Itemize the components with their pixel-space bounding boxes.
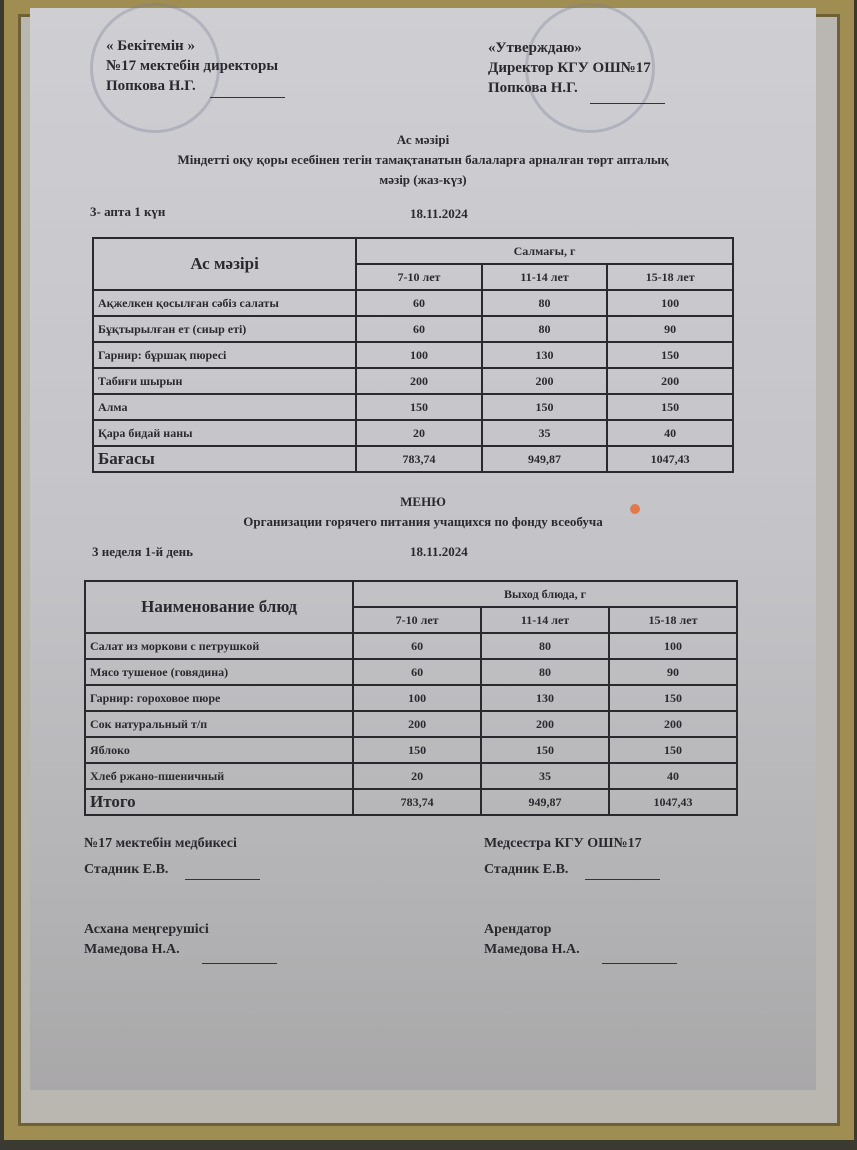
dish-name: Хлеб ржано-пшеничный [85,763,353,789]
cell-value: 20 [356,420,482,446]
age-header: 11-14 лет [482,264,608,290]
light-reflection [630,504,640,514]
dish-name: Сок натуральный т/п [85,711,353,737]
cell-value: 60 [353,659,481,685]
cell-value: 200 [481,711,609,737]
dish-name: Ақжелкен қосылған сәбіз салаты [93,290,356,316]
ru-subtitle: Организации горячего питания учащихся по фонду всеобуча [243,514,603,529]
age-header: 15-18 лет [609,607,737,633]
ru-menu-table [84,580,738,816]
table-row [93,342,733,368]
cell-value: 200 [609,711,737,737]
signature-line [210,80,285,98]
col-group-header: Салмағы, г [356,238,733,264]
total-label: Бағасы [93,446,356,472]
cell-value: 35 [481,763,609,789]
approver-name: Попкова Н.Г. [106,78,196,94]
cell-value: 130 [482,342,608,368]
ru-day: 3 неделя 1-й день [92,544,194,559]
signer-title: Медсестра КГУ ОШ№17 [484,836,642,851]
cell-value: 100 [607,290,733,316]
cook-kz [84,920,209,960]
cell-value: 150 [482,394,608,420]
cell-value: 150 [607,394,733,420]
cell-value: 90 [609,659,737,685]
signer-title: Асхана меңгерушісі [84,922,209,937]
dish-name: Салат из моркови с петрушкой [85,633,353,659]
cell-value: 60 [356,316,482,342]
table-row [85,685,737,711]
signer-title: №17 мектебін медбикесі [84,836,237,851]
document-page [30,8,816,1090]
total-value: 1047,43 [607,446,733,472]
signer-title: Арендатор [484,922,552,937]
dish-name: Мясо тушеное (говядина) [85,659,353,685]
dish-name: Гарнир: гороховое пюре [85,685,353,711]
age-header: 7-10 лет [356,264,482,290]
cell-value: 35 [482,420,608,446]
age-header: 11-14 лет [481,607,609,633]
total-value: 783,74 [353,789,481,815]
cell-value: 150 [609,685,737,711]
age-header: 7-10 лет [353,607,481,633]
cook-ru [484,920,580,960]
table-row [85,633,737,659]
total-label: Итого [85,789,353,815]
total-value: 1047,43 [609,789,737,815]
cell-value: 40 [607,420,733,446]
table-row [93,394,733,420]
table-row [85,763,737,789]
age-header: 15-18 лет [607,264,733,290]
approval-label: «Утверждаю» [488,40,582,56]
cell-value: 80 [482,316,608,342]
cell-value: 60 [353,633,481,659]
kz-menu-table [92,237,734,473]
kz-subtitle: Міндетті оқу қоры есебінен тегін тамақтанатын балаларға арналған төрт апталық [177,152,669,167]
kz-date: 18.11.2024 [410,206,468,221]
cell-value: 200 [482,368,608,394]
header-row [93,238,733,264]
cell-value: 150 [609,737,737,763]
signature-line [585,862,660,880]
signer-name: Мамедова Н.А. [484,942,580,957]
dish-name: Гарнир: бұршақ пюресі [93,342,356,368]
signature-line [590,86,665,104]
approver-title: №17 мектебін директоры [106,58,279,74]
cell-value: 200 [607,368,733,394]
dish-name: Табиғи шырын [93,368,356,394]
signature-line [202,946,277,964]
table-row [93,316,733,342]
cell-value: 130 [481,685,609,711]
cell-value: 150 [353,737,481,763]
table-row [93,420,733,446]
kz-day: 3- апта 1 күн [90,204,166,219]
total-row [85,789,737,815]
signer-name: Стадник Е.В. [484,862,569,877]
table-row [85,711,737,737]
approver-name: Попкова Н.Г. [488,80,578,96]
table-row [85,737,737,763]
signer-name: Стадник Е.В. [84,862,169,877]
cell-value: 80 [481,633,609,659]
total-value: 783,74 [356,446,482,472]
total-value: 949,87 [482,446,608,472]
kz-subtitle-2: мәзір (жаз-күз) [379,172,467,187]
col-name-header: Ас мәзірі [93,238,356,290]
kz-title: Ас мәзірі [396,132,450,147]
signature-line [185,862,260,880]
table-row [93,368,733,394]
cell-value: 150 [607,342,733,368]
dish-name: Яблоко [85,737,353,763]
cell-value: 200 [356,368,482,394]
table-row [85,659,737,685]
cell-value: 100 [609,633,737,659]
cell-value: 200 [353,711,481,737]
cell-value: 150 [481,737,609,763]
dish-name: Алма [93,394,356,420]
cell-value: 100 [353,685,481,711]
signer-name: Мамедова Н.А. [84,942,180,957]
table-row [93,290,733,316]
cell-value: 150 [356,394,482,420]
header-row [85,581,737,607]
approver-title: Директор КГУ ОШ№17 [488,60,651,76]
dish-name: Бұқтырылған ет (сиыр еті) [93,316,356,342]
total-row [93,446,733,472]
col-name-header: Наименование блюд [85,581,353,633]
cell-value: 90 [607,316,733,342]
dish-name: Қара бидай наны [93,420,356,446]
ru-date: 18.11.2024 [410,544,468,559]
col-group-header: Выход блюда, г [353,581,737,607]
ru-title: МЕНЮ [400,494,446,509]
cell-value: 80 [481,659,609,685]
approval-label: « Бекітемін » [106,38,195,54]
total-value: 949,87 [481,789,609,815]
cell-value: 40 [609,763,737,789]
cell-value: 60 [356,290,482,316]
cell-value: 80 [482,290,608,316]
cell-value: 20 [353,763,481,789]
signature-line [602,946,677,964]
cell-value: 100 [356,342,482,368]
